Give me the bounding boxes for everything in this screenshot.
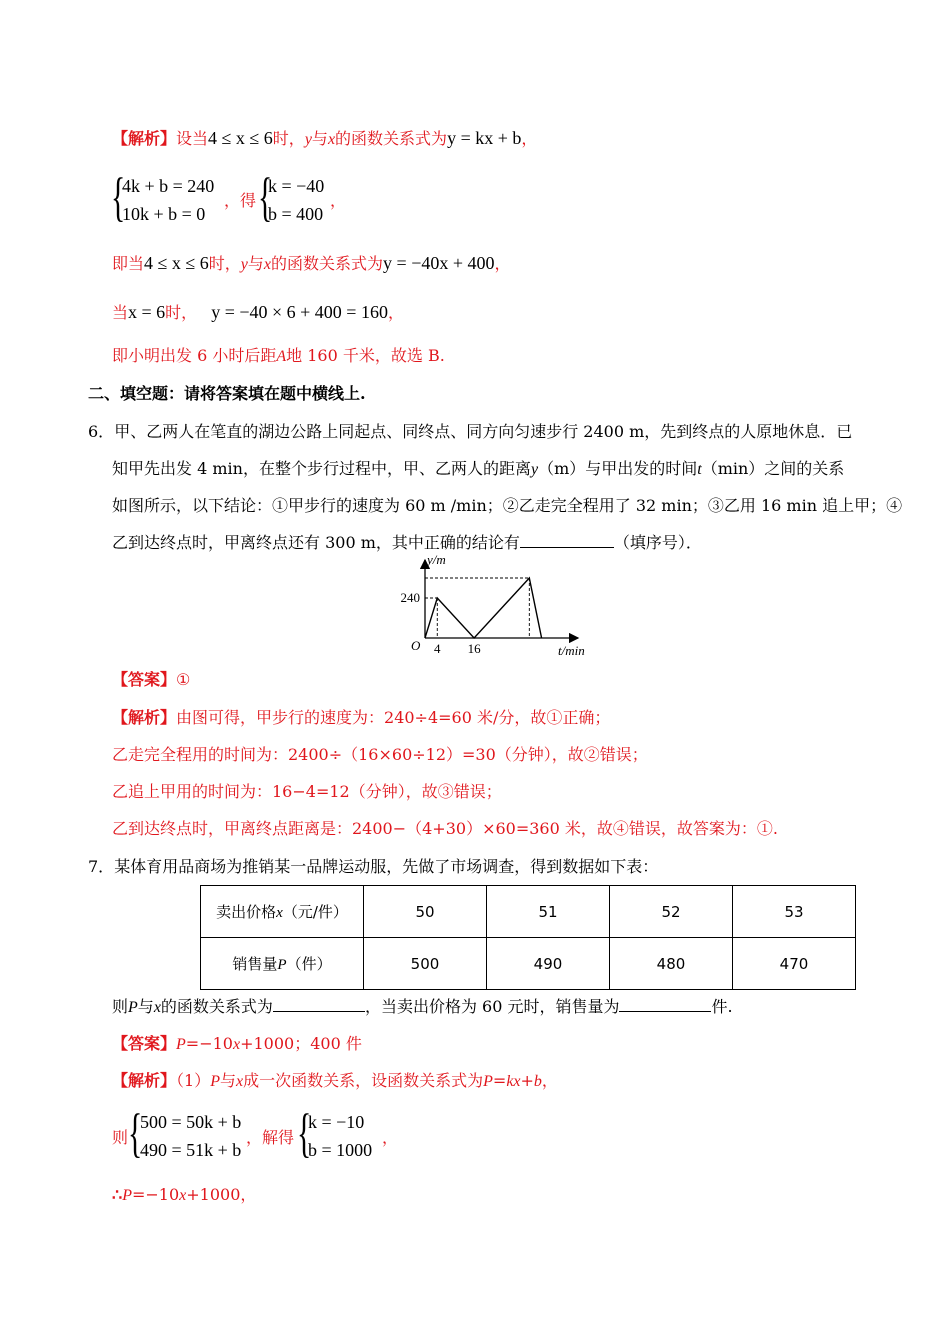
question-number: 6． [88,422,115,441]
row-header: 销售量P（件） [201,938,364,990]
q6-line1: 6．甲、乙两人在笔直的湖边公路上同起点、同终点、同方向匀速步行 2400 m，先到终点的人原地休息．已 [88,422,853,441]
table-cell: 50 [364,886,487,938]
prev-analysis-line4: 当x = 6时， y = −40 × 6 + 400 = 160， [112,302,404,322]
q7-final: ∴P=−10x+1000， [112,1185,257,1204]
q6-line2: 知甲先出发 4 min，在整个步行过程中，甲、乙两人的距离y（m）与甲出发的时间t（min）之间的关系 [112,459,845,478]
answer-tag: 【答案】 [112,670,177,689]
distance-time-chart [400,552,585,660]
left-brace: { [128,1103,143,1163]
prev-conclusion: 即小明出发 6 小时后距A地 160 千米，故选 B. [112,346,445,365]
x-tick-label: 4 [434,641,441,656]
left-brace: { [111,167,126,227]
prev-analysis-line1: 【解析】设当4 ≤ x ≤ 6时，y与x的函数关系式为y = kx + b， [112,128,538,148]
answer-tag: 【答案】 [112,1034,177,1053]
table-cell: 52 [610,886,733,938]
price-sales-table [200,885,856,990]
q7-analysis-1: 【解析】（1）P与x成一次函数关系，设函数关系式为P=kx+b， [112,1071,558,1090]
origin-label: O [411,638,421,653]
q6-analysis-1: 【解析】由图可得，甲步行的速度为：240÷4=60 米/分，故①正确； [112,708,611,727]
table-cell: 500 [364,938,487,990]
q6-line4: 乙到达终点时，甲离终点还有 300 m，其中正确的结论有 （填序号）． [112,533,702,552]
q7-intro: 7．某体育用品商场为推销某一品牌运动服，先做了市场调查，得到数据如下表： [88,857,659,876]
row-header: 卖出价格x（元/件） [201,886,364,938]
table-cell: 490 [487,938,610,990]
left-brace: { [258,167,273,227]
answer-blank[interactable] [619,997,711,1012]
q7-question: 则P与x的函数关系式为 ，当卖出价格为 60 元时，销售量为 件. [112,997,733,1016]
table-row [201,886,856,938]
distance-line [425,578,542,638]
table-cell: 480 [610,938,733,990]
y-tick-label: 240 [400,590,420,605]
x-tick-label: 16 [467,641,481,656]
q6-analysis-2: 乙走完全程用的时间为：2400÷（16×60÷12）=30（分钟），故②错误； [112,745,648,764]
x-axis-label: t/min [558,643,585,658]
answer-blank[interactable] [520,533,614,548]
q6-answer: 【答案】① [112,670,191,689]
analysis-tag: 【解析】 [112,708,177,727]
table-cell: 51 [487,886,610,938]
y-axis-label: y/m [427,552,446,567]
question-number: 7． [88,857,115,876]
q7-answer: 【答案】P=−10x+1000；400 件 [112,1034,362,1053]
section-title: 二、填空题：请将答案填在题中横线上. [88,384,366,403]
q6-analysis-4: 乙到达终点时，甲离终点距离是：2400−（4+30）×60=360 米，故④错误，故答案为：①. [112,819,778,838]
analysis-tag: 【解析】 [112,129,177,148]
q6-analysis-3: 乙追上甲用的时间为：16−4=12（分钟），故③错误； [112,782,502,801]
q6-line3: 如图所示，以下结论：①甲步行的速度为 60 m /min；②乙走完全程用了 32 min；③乙用 16 min 追上甲；④ [112,496,903,515]
table-row [201,938,856,990]
answer-blank[interactable] [273,997,365,1012]
left-brace: { [297,1103,312,1163]
table-cell: 470 [733,938,856,990]
table-cell: 53 [733,886,856,938]
prev-analysis-line3: 即当4 ≤ x ≤ 6时，y与x的函数关系式为y = −40x + 400， [112,253,511,273]
analysis-tag: 【解析】 [112,1071,177,1090]
